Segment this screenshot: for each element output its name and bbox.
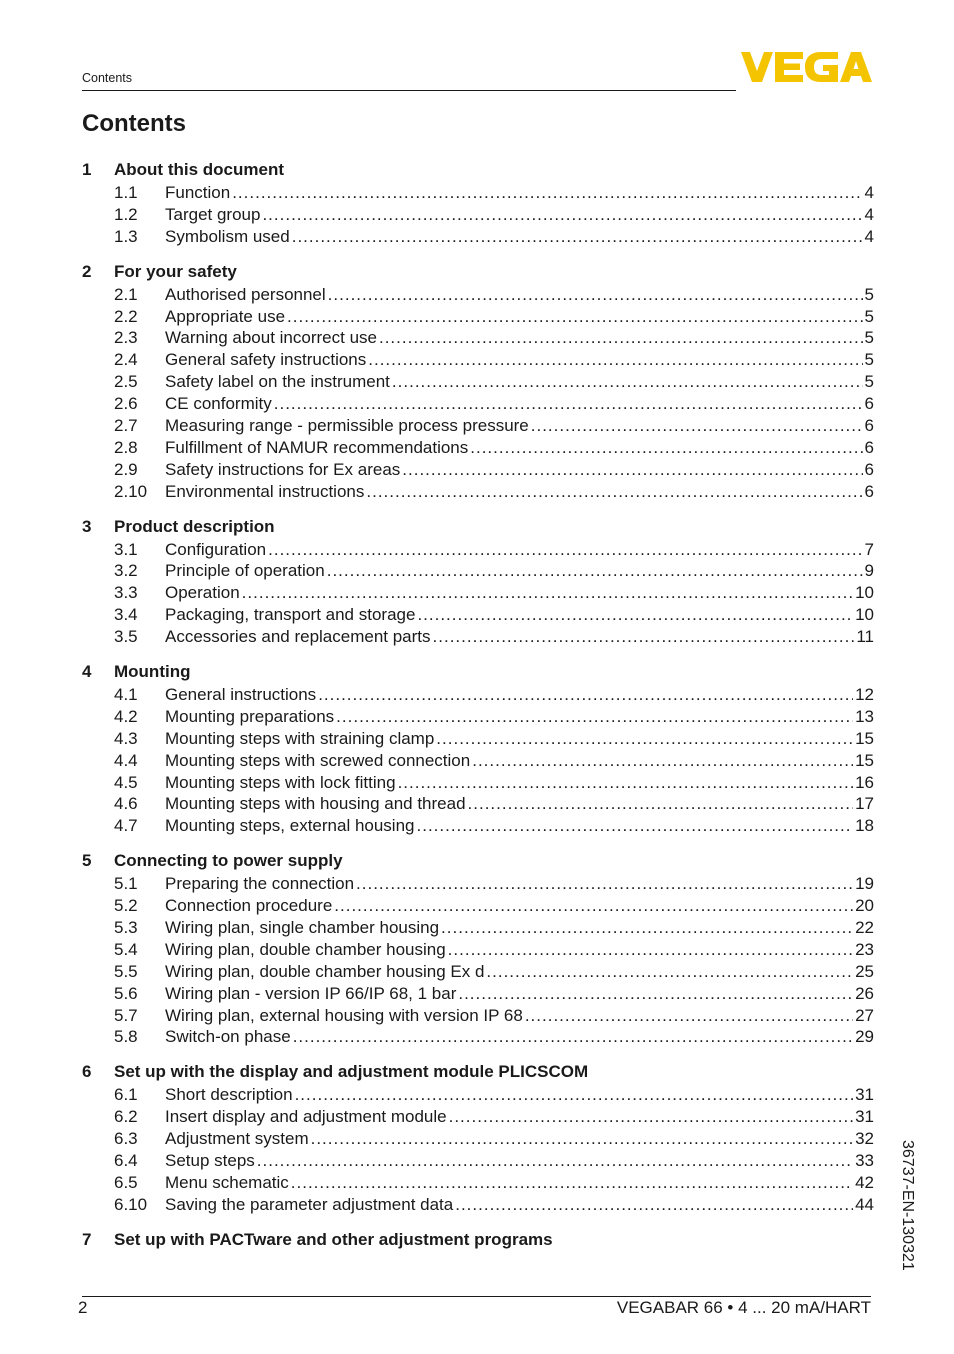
section-title: Set up with PACTware and other adjustment programs: [114, 1229, 553, 1249]
dot-leader: [449, 1107, 853, 1127]
toc-entry[interactable]: [82, 728, 874, 750]
entry-title: Principle of operation: [165, 561, 325, 581]
entry-title: Configuration: [165, 539, 267, 559]
dot-leader: [293, 1027, 853, 1047]
section-number: 1: [82, 160, 92, 179]
toc-entry[interactable]: [82, 539, 874, 561]
entry-number: 6.4: [114, 1151, 138, 1170]
entry-number: 1.3: [114, 226, 138, 246]
entry-title: Target group: [165, 204, 261, 224]
entry-page-number: 29: [855, 1027, 874, 1047]
entry-page-number: 4: [864, 204, 874, 224]
toc-section-heading[interactable]: [82, 849, 874, 873]
section-title: Connecting to power supply: [114, 851, 343, 871]
entry-page-number: 12: [855, 684, 874, 704]
dot-leader: [468, 794, 854, 814]
section-number: 2: [82, 261, 92, 281]
dot-leader: [268, 540, 862, 560]
entry-title: Wiring plan, double chamber housing: [165, 939, 446, 959]
toc-entry[interactable]: [82, 415, 874, 437]
entry-page-number: 13: [855, 706, 874, 726]
entry-number: 6.10: [114, 1194, 148, 1214]
toc-entry[interactable]: [82, 772, 874, 794]
entry-number: 2.6: [114, 394, 138, 414]
toc-entry[interactable]: [82, 815, 874, 837]
entry-page-number: 32: [855, 1129, 874, 1149]
dot-leader: [287, 307, 863, 327]
vega-logo: [741, 52, 872, 82]
entry-page-number: 7: [864, 539, 874, 559]
dot-leader: [448, 940, 853, 960]
toc-section-heading[interactable]: [82, 660, 874, 684]
entry-page-number: 5: [864, 306, 874, 326]
footer-page-number: 2: [78, 1298, 88, 1317]
entry-title: General instructions: [165, 684, 317, 704]
entry-page-number: 5: [864, 328, 874, 348]
section-number: 7: [82, 1229, 92, 1249]
toc-section: [82, 158, 874, 248]
entry-number: 5.3: [114, 917, 138, 937]
toc-section-heading[interactable]: [82, 1060, 874, 1084]
toc-entry[interactable]: [82, 560, 874, 582]
section-number: 6: [82, 1062, 92, 1082]
entry-page-number: 6: [864, 481, 874, 501]
toc-entry[interactable]: [82, 750, 874, 772]
toc-entry[interactable]: [82, 284, 874, 306]
entry-title: Accessories and replacement parts: [165, 627, 431, 647]
toc-entry[interactable]: [82, 182, 874, 204]
entry-number: 4.4: [114, 750, 138, 770]
dot-leader: [311, 1129, 853, 1149]
dot-leader: [327, 561, 863, 581]
entry-page-number: 22: [855, 917, 874, 937]
footer-product-name: VEGABAR 66 • 4 ... 20 mA/HART: [616, 1298, 871, 1317]
entry-number: 5.1: [114, 874, 138, 894]
dot-leader: [470, 438, 862, 458]
section-title: Product description: [114, 516, 275, 536]
toc-section-heading[interactable]: [82, 260, 874, 284]
entry-number: 6.5: [114, 1172, 138, 1192]
toc-section: [82, 1228, 874, 1252]
dot-leader: [417, 816, 854, 836]
entry-title: General safety instructions: [165, 350, 367, 370]
entry-title: Symbolism used: [165, 226, 290, 246]
entry-number: 2.9: [114, 459, 138, 479]
entry-title: Mounting preparations: [165, 706, 335, 726]
dot-leader: [356, 874, 853, 894]
entry-title: Mounting steps with housing and thread: [165, 794, 466, 814]
entry-number: 5.8: [114, 1027, 138, 1047]
entry-page-number: 5: [864, 372, 874, 392]
entry-title: Adjustment system: [165, 1129, 309, 1149]
entry-page-number: 31: [855, 1085, 874, 1105]
toc-entry[interactable]: [82, 371, 874, 393]
entry-title: Mounting steps with straining clamp: [165, 728, 435, 748]
dot-leader: [336, 707, 853, 727]
toc-section: [82, 1060, 874, 1215]
entry-page-number: 42: [855, 1172, 874, 1192]
dot-leader: [417, 605, 853, 625]
toc-entry[interactable]: [82, 684, 874, 706]
dot-leader: [441, 918, 853, 938]
entry-title: Safety label on the instrument: [165, 372, 390, 392]
entry-page-number: 6: [864, 459, 874, 479]
dot-leader: [262, 205, 862, 225]
toc-entry[interactable]: [82, 939, 874, 961]
section-number: 3: [82, 516, 92, 536]
entry-page-number: 26: [855, 983, 874, 1003]
entry-title: Wiring plan - version IP 66/IP 68, 1 bar: [165, 983, 457, 1003]
entry-title: Wiring plan, double chamber housing Ex d: [165, 961, 485, 981]
entry-number: 5.4: [114, 939, 138, 959]
dot-leader: [334, 896, 853, 916]
dot-leader: [274, 394, 863, 414]
entry-page-number: 5: [864, 350, 874, 370]
dot-leader: [436, 729, 853, 749]
entry-number: 2.3: [114, 328, 138, 348]
table-of-contents: [82, 158, 874, 1264]
toc-entry[interactable]: [82, 1128, 874, 1150]
dot-leader: [242, 583, 853, 603]
dot-leader: [379, 328, 863, 348]
entry-number: 2.10: [114, 481, 148, 501]
entry-title: Environmental instructions: [165, 481, 365, 501]
entry-number: 3.4: [114, 605, 138, 625]
document-code-text: 36737-EN-130321: [899, 1140, 916, 1271]
entry-title: Wiring plan, external housing with version IP 68: [165, 1005, 523, 1025]
dot-leader: [257, 1151, 853, 1171]
dot-leader: [455, 1195, 853, 1215]
entry-page-number: 23: [855, 939, 874, 959]
toc-entry[interactable]: [82, 873, 874, 895]
section-title: About this document: [114, 160, 284, 179]
dot-leader: [368, 350, 862, 370]
entry-number: 4.5: [114, 772, 138, 792]
toc-entry[interactable]: [82, 706, 874, 728]
entry-number: 5.6: [114, 983, 138, 1003]
toc-entry[interactable]: [82, 793, 874, 815]
entry-title: Operation: [165, 583, 240, 603]
toc-entry[interactable]: [82, 1005, 874, 1027]
entry-page-number: 31: [855, 1107, 874, 1127]
toc-section-heading[interactable]: [82, 158, 874, 182]
dot-leader: [486, 962, 853, 982]
toc-entry[interactable]: [82, 1084, 874, 1106]
entry-title: Mounting steps with lock fitting: [165, 772, 396, 792]
entry-title: Mounting steps with screwed connection: [165, 750, 471, 770]
toc-entry[interactable]: [82, 459, 874, 481]
page-title: Contents: [82, 110, 186, 137]
toc-section: [82, 260, 874, 503]
entry-page-number: 44: [855, 1194, 874, 1214]
entry-title: Function: [165, 182, 231, 202]
entry-number: 3.1: [114, 539, 138, 559]
dot-leader: [232, 183, 862, 203]
entry-number: 4.7: [114, 816, 138, 836]
entry-title: Connection procedure: [165, 896, 333, 916]
entry-number: 5.2: [114, 896, 138, 916]
dot-leader: [525, 1006, 853, 1026]
dot-leader: [292, 227, 863, 247]
toc-entry[interactable]: [82, 895, 874, 917]
entry-number: 1.2: [114, 204, 138, 224]
entry-title: Setup steps: [165, 1151, 255, 1170]
entry-page-number: 19: [855, 874, 874, 894]
entry-title: Appropriate use: [165, 306, 286, 326]
entry-page-number: 6: [864, 394, 874, 414]
toc-section: [82, 515, 874, 648]
entry-title: Short description: [165, 1085, 293, 1105]
entry-number: 2.2: [114, 306, 138, 326]
entry-number: 4.3: [114, 728, 138, 748]
section-number: 4: [82, 662, 92, 682]
entry-page-number: 18: [855, 816, 874, 836]
toc-entry[interactable]: [82, 917, 874, 939]
dot-leader: [318, 685, 853, 705]
header-rule: [82, 90, 736, 91]
entry-page-number: 25: [855, 961, 874, 981]
toc-entry[interactable]: [82, 349, 874, 371]
entry-number: 3.2: [114, 561, 138, 581]
toc-entry[interactable]: [82, 393, 874, 415]
dot-leader: [398, 773, 854, 793]
entry-title: Warning about incorrect use: [165, 328, 377, 348]
toc-entry[interactable]: [82, 226, 874, 248]
entry-page-number: 10: [855, 583, 874, 603]
toc-entry[interactable]: [82, 1194, 874, 1216]
toc-section: [82, 660, 874, 837]
dot-leader: [472, 751, 853, 771]
entry-number: 2.7: [114, 415, 138, 435]
dot-leader: [402, 460, 862, 480]
entry-title: Safety instructions for Ex areas: [165, 459, 401, 479]
toc-entry[interactable]: [82, 306, 874, 328]
entry-page-number: 9: [864, 561, 874, 581]
entry-page-number: 11: [856, 627, 874, 647]
entry-page-number: 16: [855, 772, 874, 792]
entry-number: 2.1: [114, 284, 138, 304]
toc-entry[interactable]: [82, 983, 874, 1005]
dot-leader: [433, 627, 855, 647]
entry-page-number: 27: [855, 1005, 874, 1025]
toc-entry[interactable]: [82, 1106, 874, 1128]
entry-number: 4.2: [114, 706, 138, 726]
entry-page-number: 4: [864, 226, 874, 246]
entry-page-number: 15: [855, 750, 874, 770]
dot-leader: [366, 482, 862, 502]
entry-title: Mounting steps, external housing: [165, 816, 415, 836]
entry-number: 3.3: [114, 583, 138, 603]
entry-page-number: 6: [864, 437, 874, 457]
dot-leader: [295, 1085, 854, 1105]
entry-number: 3.5: [114, 627, 138, 647]
entry-number: 2.4: [114, 350, 138, 370]
entry-number: 6.2: [114, 1107, 138, 1127]
toc-section: [82, 849, 874, 1048]
section-title: Set up with the display and adjustment module PLICSCOM: [114, 1062, 589, 1082]
entry-page-number: 20: [855, 896, 874, 916]
dot-leader: [291, 1173, 853, 1193]
entry-number: 2.8: [114, 437, 138, 457]
entry-title: Menu schematic: [165, 1172, 289, 1192]
entry-number: 2.5: [114, 372, 138, 392]
entry-title: Fulfillment of NAMUR recommendations: [165, 437, 469, 457]
toc-entry[interactable]: [82, 626, 874, 648]
entry-title: Measuring range - permissible process pressure: [165, 415, 529, 435]
dot-leader: [531, 416, 863, 436]
entry-title: Saving the parameter adjustment data: [165, 1194, 454, 1214]
entry-number: 5.5: [114, 961, 138, 981]
entry-page-number: 4: [864, 182, 874, 202]
entry-title: Insert display and adjustment module: [165, 1107, 447, 1127]
toc-entry[interactable]: [82, 481, 874, 503]
entry-page-number: 17: [855, 794, 874, 814]
toc-section-heading[interactable]: [82, 1228, 874, 1252]
entry-title: Preparing the connection: [165, 874, 355, 894]
entry-number: 4.1: [114, 684, 138, 704]
toc-entry[interactable]: [82, 1150, 874, 1172]
entry-title: Authorised personnel: [165, 284, 326, 304]
dot-leader: [458, 984, 853, 1004]
document-code: [897, 1140, 917, 1290]
toc-section-heading[interactable]: [82, 515, 874, 539]
entry-number: 5.7: [114, 1005, 138, 1025]
entry-title: Packaging, transport and storage: [165, 605, 416, 625]
entry-number: 6.1: [114, 1085, 138, 1105]
dot-leader: [392, 372, 863, 392]
toc-entry[interactable]: [82, 582, 874, 604]
footer-rule: [82, 1296, 871, 1297]
entry-title: Wiring plan, single chamber housing: [165, 917, 440, 937]
toc-entry[interactable]: [82, 604, 874, 626]
entry-number: 6.3: [114, 1129, 138, 1149]
entry-page-number: 15: [855, 728, 874, 748]
section-title: Mounting: [114, 662, 191, 682]
section-title: For your safety: [114, 261, 237, 281]
dot-leader: [328, 285, 863, 305]
toc-entry[interactable]: [82, 1172, 874, 1194]
entry-page-number: 6: [864, 415, 874, 435]
entry-number: 4.6: [114, 794, 138, 814]
entry-title: CE conformity: [165, 394, 272, 414]
toc-entry[interactable]: [82, 204, 874, 226]
entry-number: 1.1: [114, 182, 138, 202]
toc-entry[interactable]: [82, 437, 874, 459]
entry-page-number: 33: [855, 1151, 874, 1170]
entry-page-number: 5: [864, 284, 874, 304]
header-label: Contents: [82, 71, 133, 85]
toc-entry[interactable]: [82, 327, 874, 349]
entry-title: Switch-on phase: [165, 1027, 291, 1047]
entry-page-number: 10: [855, 605, 874, 625]
section-number: 5: [82, 851, 92, 871]
toc-entry[interactable]: [82, 961, 874, 983]
toc-entry[interactable]: [82, 1027, 874, 1049]
